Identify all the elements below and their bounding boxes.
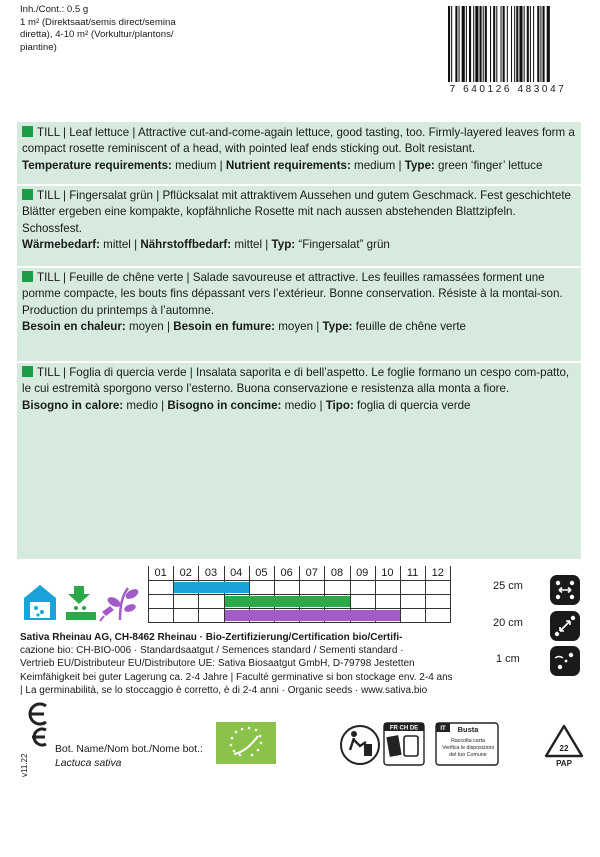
requirement-value: moyen |: [125, 319, 174, 333]
it-paper-label: [436, 723, 498, 765]
calendar-bar-pre-culture: [174, 582, 249, 593]
pap-recycling-icon: [546, 726, 582, 768]
plant-spacing-label: 20 cm: [493, 617, 523, 629]
requirement-label: Temperature requirements:: [22, 158, 172, 172]
version-label: v11.22: [20, 753, 29, 777]
requirement-label: Besoin en fumure:: [173, 319, 275, 333]
svg-text:IT: IT: [440, 726, 446, 732]
estimated-mark-icon: [20, 700, 50, 750]
requirement-value: “Fingersalat” grün: [295, 237, 390, 251]
svg-text:Busta: Busta: [457, 725, 479, 734]
company-line: Keimfähigkeit bei guter Lagerung ca. 2-4 Jahre | Faculté germinative si bon stockage env. 2-4 ans: [20, 671, 453, 683]
description-text: TILL | Foglia di quercia verde | Insalata saporita e di bell’aspetto. Le foglie formano un cespo com-patto, le cui estremità sporgono verso l’esterno. Buona conservazione e resistenza alla monta a fiore.: [22, 366, 570, 396]
green-square-icon: [22, 271, 33, 282]
requirement-label: Type:: [322, 319, 353, 333]
row-spacing-icon: [550, 575, 580, 605]
sowing-depth-label: 1 cm: [496, 653, 520, 665]
sowing-depth-icon: [550, 646, 580, 676]
description-text: TILL | Leaf lettuce | Attractive cut-and-come-again lettuce, good tasting, too. Firmly-layered leaves form a compact rosette reminiscent of a head, with pointed leaf ends sticking out. Bolt resistant.: [22, 126, 575, 156]
botanical-value: Lactuca sativa: [55, 758, 122, 769]
calendar-bar-direct-sowing: [225, 596, 350, 607]
calendar-gridline: [148, 622, 451, 623]
plant-spacing-icon: [550, 611, 580, 641]
month-label: 10: [381, 567, 394, 579]
requirement-label: Typ:: [271, 237, 296, 251]
divider: [17, 184, 581, 186]
contents-line: 1 m² (Direktsaat/semis direct/semina: [20, 16, 176, 28]
company-line: Sativa Rheinau AG, CH-8462 Rheinau · Bio-Zertifizierung/Certification bio/Certifi-: [20, 632, 403, 643]
calendar-gridline: [148, 594, 451, 595]
company-line: cazione bio: CH-BIO-006 · Standardsaatgut / Semences standard / Sementi standard ·: [20, 645, 404, 657]
svg-text:Raccolta carta: Raccolta carta: [451, 738, 485, 744]
month-label: 12: [431, 567, 444, 579]
green-square-icon: [22, 126, 33, 137]
svg-text:Verifica le disposizioni: Verifica le disposizioni: [442, 745, 494, 751]
harvest-icon: [100, 587, 140, 621]
calendar-bar-harvest: [225, 610, 400, 621]
requirement-value: medio |: [123, 398, 168, 412]
month-label: 06: [280, 567, 293, 579]
contents-line: diretta), 4-10 m² (Vorkultur/plantons/: [20, 29, 174, 41]
requirement-value: medium |: [350, 158, 405, 172]
requirement-label: Besoin en chaleur:: [22, 319, 126, 333]
requirement-value: green ‘finger’ lettuce: [434, 158, 543, 172]
requirement-value: mittel |: [99, 237, 141, 251]
requirement-value: feuille de chêne verte: [352, 319, 466, 333]
month-label: 02: [179, 567, 192, 579]
botanical-name: [55, 743, 203, 771]
green-square-icon: [22, 366, 33, 377]
fr-triman-icon: [384, 723, 424, 765]
row-spacing-label: 25 cm: [493, 580, 523, 592]
month-label: 11: [406, 567, 419, 579]
greenhouse-icon: [24, 585, 56, 620]
month-label: 04: [230, 567, 243, 579]
description-text: TILL | Fingersalat grün | Pflücksalat mit attraktivem Aussehen und gutem Geschmack. Fest geschichtete Blätter ergeben eine kompakte, kopfähnliche Rosette mit nach aussen abstehenden Blattzipfeln. Schossfest.: [22, 189, 571, 235]
contents-line: piantine): [20, 41, 57, 53]
recycling-info: [338, 720, 588, 770]
description-panel: [17, 122, 581, 559]
sowing-pictograms: [22, 582, 142, 624]
requirement-label: Wärmebedarf:: [22, 237, 100, 251]
requirement-value: medio |: [281, 398, 326, 412]
calendar-gridline: [148, 580, 451, 581]
svg-text:del tuo Comune: del tuo Comune: [449, 752, 487, 758]
company-info: [20, 631, 475, 697]
requirement-label: Tipo:: [325, 398, 354, 412]
contents-line: Inh./Cont.: 0.5 g: [20, 4, 89, 15]
requirement-label: Bisogno in concime:: [167, 398, 282, 412]
divider: [17, 266, 581, 268]
sowing-calendar: [148, 566, 448, 626]
calendar-gridline: [148, 608, 451, 609]
requirement-value: medium |: [171, 158, 226, 172]
requirement-label: Nährstoffbedarf:: [140, 237, 232, 251]
requirement-value: mittel |: [231, 237, 272, 251]
svg-text:FR CH DE: FR CH DE: [389, 725, 419, 732]
month-label: 03: [204, 567, 218, 579]
requirement-label: Bisogno in calore:: [22, 398, 124, 412]
month-label: 01: [154, 567, 167, 579]
tidyman-icon: [341, 726, 379, 764]
month-label: 07: [305, 567, 318, 579]
description-de: [22, 188, 577, 253]
description-it: [22, 365, 577, 414]
description-text: TILL | Feuille de chêne verte | Salade savoureuse et attractive. Les feuilles ramassées forment une pomme compacte, les bouts fins dépassant vers l’extérieur. Bonne conservation. Résiste à la montai-son. Production du printemps à l’automne.: [22, 271, 563, 317]
requirement-value: foglia di quercia verde: [353, 398, 471, 412]
description-fr: [22, 270, 577, 335]
barcode-number: 7 640126 483047: [449, 84, 567, 95]
svg-text:PAP: PAP: [556, 759, 572, 768]
month-label: 08: [330, 567, 344, 579]
divider: [17, 361, 581, 363]
svg-text:22: 22: [559, 744, 569, 753]
company-line: Vertrieb EU/Distributeur EU/Distributore UE: Sativa Biosaatgut GmbH, D-79798 Jestetten: [20, 658, 415, 670]
direct-sowing-icon: [66, 586, 96, 620]
package-contents: [20, 4, 210, 54]
botanical-label: Bot. Name/Nom bot./Nome bot.:: [55, 744, 203, 755]
description-en: [22, 125, 577, 174]
eu-organic-leaf-icon: [216, 722, 276, 764]
requirement-label: Type:: [404, 158, 435, 172]
green-square-icon: [22, 189, 33, 200]
requirement-label: Nutrient requirements:: [225, 158, 351, 172]
month-label: 09: [356, 567, 369, 579]
requirement-value: moyen |: [275, 319, 323, 333]
company-line: | La germinabilità, se lo stoccaggio è corretto, è di 2-4 anni · Organic seeds · www.sativa.bio: [20, 684, 428, 696]
month-label: 05: [255, 567, 268, 579]
